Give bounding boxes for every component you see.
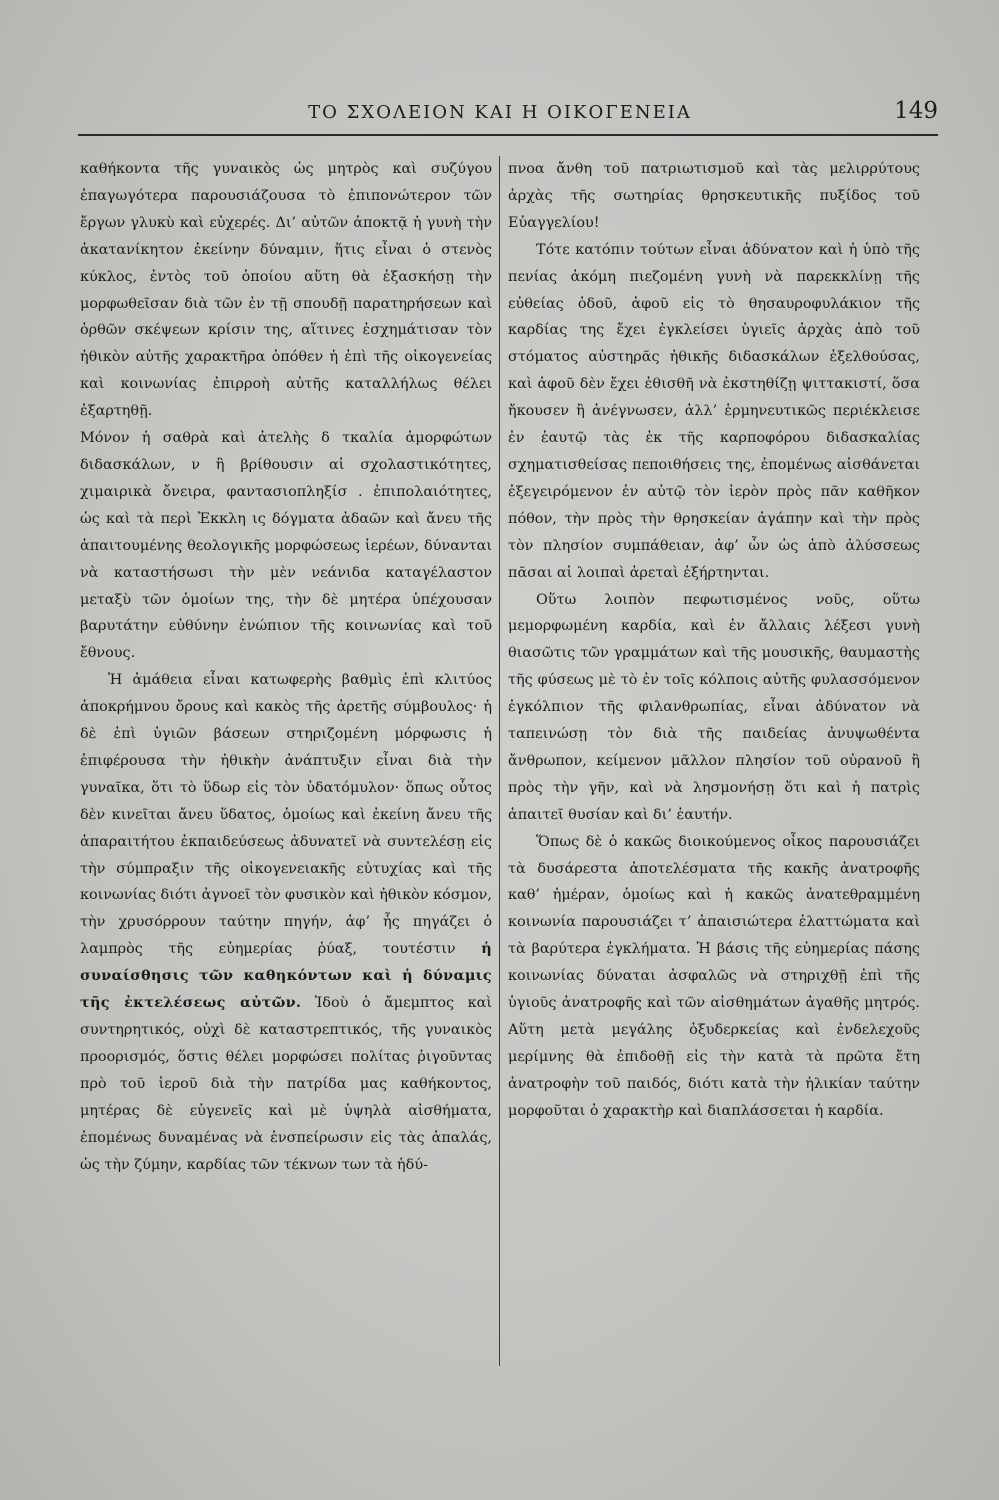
left-column [80, 156, 492, 1386]
right-paragraph-2: Τότε κατόπιν τούτων εἶναι ἀδύνατον καὶ ἡ ὑπὸ τῆς πενίας ἀκόμη πιεζομένη γυνὴ νὰ παρεκκλίνῃ τῆς εὐθείας ὁδοῦ, ἀφοῦ εἰς τὸ θησαυροφυλάκιον τῆς καρδίας της ἔχει ἐγκλείσει ὑγιεῖς ἀρχὰς ἀπὸ τοῦ στόματος αὐστηρᾶς ἠθικῆς διδασκάλων ἐξελθούσας, καὶ ἀφοῦ δὲν ἔχει ἐθισθῆ νὰ ἐκστηθίζῃ ψιττακιστί, ὅσα ἤκουσεν ἢ ἀνέγνωσεν, ἀλλ’ ἑρμηνευτικῶς περιέκλεισε ἐν ἑαυτῷ τὰς ἐκ τῆς καρποφόρου διδασκαλίας σχηματισθείσας πεποιθήσεις της, ἐπομένως αἰσθάνεται ἐξεγειρόμενον ἐν αὐτῷ τὸν ἱερὸν πρὸς πᾶν καθῆκον πόθον, τὴν πρὸς τὴν θρησκείαν ἀγάπην καὶ τὴν πρὸς τὸν πλησίον συμπάθειαν, ἀφ’ ὧν ὡς ἀπὸ ἁλύσσεως πᾶσαι αἱ λοιπαὶ ἀρεταὶ ἐξήρτηνται. [508, 241, 920, 581]
left-paragraph-3-text-a: Ἡ ἀμάθεια εἶναι κατωφερὴς βαθμὶς ἐπὶ κλιτύος ἀποκρήμνου ὄρους καὶ κακὸς τῆς ἀρετῆς σύμβουλος· ἡ δὲ ἐπὶ ὑγιῶν βάσεων στηριζομένη μόρφωσις ἡ ἐπιφέρουσα τὴν ἠθικὴν ἀνάπτυξιν εἶναι διὰ τὴν γυναῖκα, ὅτι τὸ ὕδωρ εἰς τὸν ὑδατόμυλον· ὅπως οὗτος δὲν κινεῖται ἄνευ ὕδατος, ὁμοίως καὶ ἐκείνη ἄνευ τῆς ἀπαραιτήτου ἐκπαιδεύσεως ἀδυνατεῖ νὰ συντελέσῃ εἰς τὴν σύμπραξιν τῆς οἰκογενειακῆς εὐτυχίας καὶ τῆς κοινωνίας διότι ἀγνοεῖ τὸν φυσικὸν καὶ ἠθικὸν κόσμον, τὴν χρυσόρρουν ταύτην πηγήν, ἀφ’ ἧς πηγάζει ὁ λαμπρὸς τῆς εὐημερίας ῥύαξ, τουτέστιν [80, 672, 492, 958]
right-column [508, 156, 920, 1386]
page-header [60, 96, 940, 130]
left-paragraph-3 [80, 667, 492, 1178]
left-paragraph-3-text-b: Ἰδοὺ ὁ ἄμεμπτος καὶ συντηρητικός, οὐχὶ δὲ καταστρεπτικός, τῆς γυναικὸς προορισμός, ὅστις θέλει μορφώσει πολίτας ῥιγοῦντας πρὸ τοῦ ἱεροῦ διὰ τὴν πατρίδα μας καθήκοντος, μητέρας δὲ εὐγενεῖς καὶ μὲ ὑψηλὰ αἰσθήματα, ἐπομένως δυναμένας νὰ ἐνσπείρωσιν εἰς τὰς ἁπαλάς, ὡς τὴν ζύμην, καρδίας τῶν τέκνων των τὰ ἡδύ- [80, 995, 493, 1173]
right-paragraph-4: Ὅπως δὲ ὁ κακῶς διοικούμενος οἶκος παρουσιάζει τὰ δυσάρεστα ἀποτελέσματα τῆς κακῆς ἀνατροφῆς καθ’ ἡμέραν, ὁμοίως καὶ ἡ κακῶς ἀνατεθραμμένη κοινωνία παρουσιάζει τ’ ἀπαισιώτερα ἐλαττώματα καὶ τὰ βαρύτερα ἐγκλήματα. Ἡ βάσις τῆς εὐημερίας πάσης κοινωνίας δύναται ἀσφαλῶς νὰ στηριχθῇ ἐπὶ τῆς ὑγιοῦς ἀνατροφῆς καὶ τῶν αἰσθημάτων ἀγαθῆς μητρός. Αὕτη μετὰ μεγάλης ὀξυδερκείας καὶ ἐνδελεχοῦς μερίμνης θὰ ἐπιδοθῇ εἰς τὴν κατὰ τὰ πρῶτα ἔτη ἀνατροφὴν τοῦ παιδός, διότι κατὰ τὴν ἡλικίαν ταύτην μορφοῦται ὁ χαρακτὴρ καὶ διαπλάσσεται ἡ καρδία. [508, 833, 920, 1119]
left-paragraph-1: καθήκοντα τῆς γυναικὸς ὡς μητρὸς καὶ συζύγου ἐπαγωγότερα παρουσιάζουσα τὸ ἐπιπονώτερον τῶν ἔργων γλυκὺ καὶ εὐχερές. Δι’ αὐτῶν ἀποκτᾷ ἡ γυνὴ τὴν ἀκατανίκητον ἐκείνην δύναμιν, ἥτις εἶναι ὁ στενὸς κύκλος, ἐντὸς τοῦ ὁποίου αὕτη θὰ ἐξασκήσῃ τὴν μορφωθεῖσαν διὰ τῶν ἐν τῇ σπουδῇ παρατηρήσεων καὶ ὀρθῶν σκέψεων κρίσιν της, αἵτινες ἐσχημάτισαν τὸν ἠθικὸν αὐτῆς χαρακτῆρα ὁπόθεν ἡ ἐπὶ τῆς οἰκογενείας καὶ κοινωνίας ἐπιρροὴ αὐτῆς καταλλήλως θέλει ἐξαρτηθῇ. [80, 161, 492, 420]
page-number: 149 [894, 98, 938, 124]
running-title: ΤΟ ΣΧΟΛΕΙΟΝ ΚΑΙ Η ΟΙΚΟΓΕΝΕΙΑ [308, 102, 692, 123]
header-rule [78, 134, 938, 136]
right-paragraph-3: Οὕτω λοιπὸν πεφωτισμένος νοῦς, οὕτω μεμορφωμένη καρδία, καὶ ἐν ἄλλαις λέξεσι γυνὴ θιασῶτις τῶν γραμμάτων καὶ τῆς μουσικῆς, θαυμαστὴς τῆς φύσεως μὲ τὸ ἐν τοῖς κόλποις αὐτῆς φυλασσόμενον ἐγκόλπιον τῆς φιλανθρωπίας, εἶναι ἀδύνατον νὰ ταπεινώσῃ τὸν διὰ τῆς παιδείας ἀνυψωθέντα ἄνθρωπον, κείμενον μᾶλλον πλησίον τοῦ οὐρανοῦ ἢ πρὸς τὴν γῆν, καὶ νὰ λησμονήσῃ ὅτι καὶ ἡ πατρὶς ἀπαιτεῖ θυσίαν καὶ δι’ ἑαυτήν. [508, 591, 920, 823]
column-divider [499, 156, 500, 1366]
left-paragraph-3-emphasis: ἡ συναίσθησις τῶν καθηκόντων καὶ ἡ δύναμις τῆς ἐκτελέσεως αὐτῶν. [80, 940, 492, 1012]
right-paragraph-1: πνοα ἄνθη τοῦ πατριωτισμοῦ καὶ τὰς μελιρρύτους ἀρχὰς τῆς σωτηρίας θρησκευτικῆς πυξίδος τοῦ Εὐαγγελίου! [508, 161, 920, 231]
left-paragraph-2: Μόνον ἡ σαθρὰ καὶ ἀτελὴς δ τκαλία ἀμορφώτων διδασκάλων, ν ἣ βρίθουσιν αἱ σχολαστικότητες, χιμαιρικὰ ὄνειρα, φαντασιοπληξίσ . ἐπιπολαιότητες, ὡς καὶ τὰ περὶ Ἐκκλη ις δόγματα ἀδαῶν καὶ ἄνευ τῆς ἀπαιτουμένης θεολογικῆς μορφώσεως ἱερέων, δύνανται νὰ καταστήσωσι τὴν μὲν νεάνιδα καταγέλαστον μεταξὺ τῶν ὁμοίων της, τὴν δὲ μητέρα ὑπέχουσαν βαρυτάτην εὐθύνην ἐνώπιον τῆς κοινωνίας καὶ τοῦ ἔθνους. [80, 430, 492, 662]
